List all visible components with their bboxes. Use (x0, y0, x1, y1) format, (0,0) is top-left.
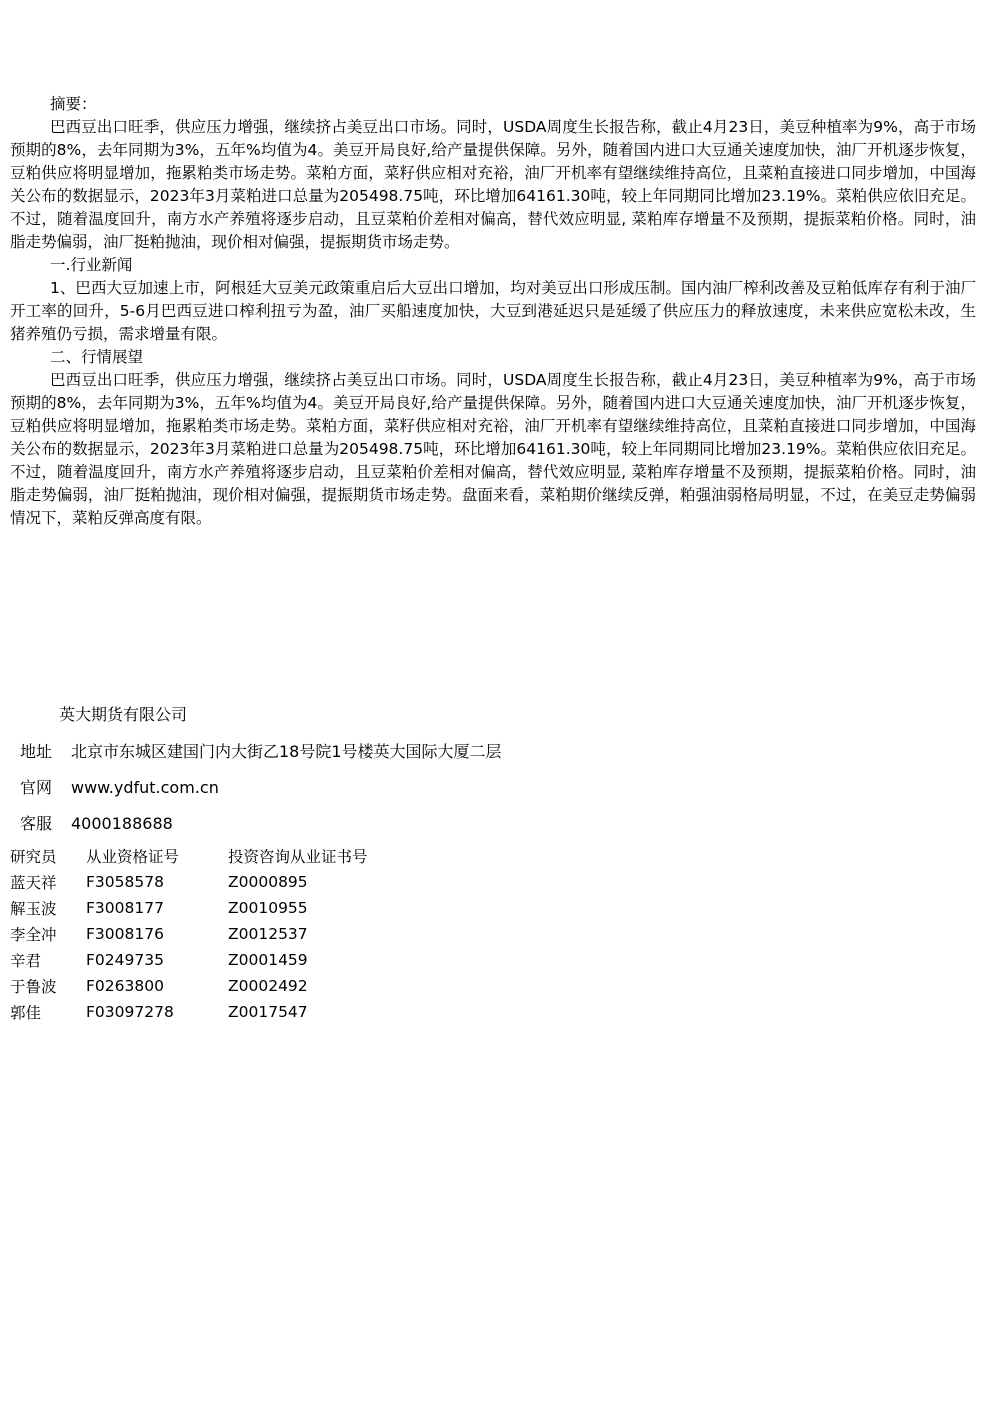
section-title-industry-news: 一.行业新闻 (50, 256, 133, 274)
address-row (20, 741, 502, 763)
qualification-number: F0249735 (86, 951, 164, 969)
website-value: www.ydfut.com.cn (71, 778, 219, 797)
header-researcher: 研究员 (10, 848, 57, 866)
table-row (10, 999, 368, 1025)
service-row (20, 813, 173, 835)
analyst-name: 郭佳 (10, 1004, 42, 1022)
analyst-name: 解玉波 (10, 900, 57, 918)
table-row (10, 895, 368, 921)
section-title-market-outlook: 二、行情展望 (50, 348, 144, 366)
consulting-certificate: Z0017547 (228, 1003, 308, 1021)
header-consulting-certificate: 投资咨询从业证书号 (228, 848, 368, 866)
qualification-number: F03097278 (86, 1003, 174, 1021)
table-row (10, 973, 368, 999)
company-name: 英大期货有限公司 (59, 705, 188, 724)
consulting-certificate: Z0002492 (228, 977, 308, 995)
summary-paragraph: 巴西豆出口旺季，供应压力增强，继续挤占美豆出口市场。同时，USDA周度生长报告称，截止4月23日，美豆种植率为9%，高于市场预期的8%，去年同期为3%，五年%均值为4。美豆开局良好,给产量提供保障。另外，随着国内进口大豆通关速度加快，油厂开机逐步恢复，豆粕供应将明显增加，拖累粕类市场走势。菜粕方面，菜籽供应相对充裕，油厂开机率有望继续维持高位，且菜粕直接进口同步增加，中国海关公布的数据显示，2023年3月菜粕进口总量为205498.75吨，环比增加64161.30吨，较上年同期同比增加23.19%。菜粕供应依旧充足。不过，随着温度回升，南方水产养殖将逐步启动，且豆菜粕价差相对偏高，替代效应明显, 菜粕库存增量不及预期，提振菜粕价格。同时，油脂走势偏弱，油厂挺粕抛油，现价相对偏强，提振期货市场走势。 (10, 118, 976, 251)
table-row (10, 869, 368, 895)
industry-news-paragraph: 1、巴西大豆加速上市，阿根廷大豆美元政策重启后大豆出口增加，均对美豆出口形成压制。国内油厂榨利改善及豆粕低库存有利于油厂开工率的回升，5-6月巴西豆进口榨利扭亏为盈，油厂买船速度加快，大豆到港延迟只是延缓了供应压力的释放速度，未来供应宽松未改，生猪养殖仍亏损，需求增量有限。 (10, 279, 976, 343)
qualification-number: F3058578 (86, 873, 164, 891)
qualification-number: F0263800 (86, 977, 164, 995)
table-row (10, 921, 368, 947)
summary-label: 摘要： (50, 95, 97, 113)
consulting-certificate: Z0010955 (228, 899, 308, 917)
market-outlook-paragraph: 巴西豆出口旺季，供应压力增强，继续挤占美豆出口市场。同时，USDA周度生长报告称，截止4月23日，美豆种植率为9%，高于市场预期的8%，去年同期为3%，五年%均值为4。美豆开局良好,给产量提供保障。另外，随着国内进口大豆通关速度加快，油厂开机逐步恢复，豆粕供应将明显增加，拖累粕类市场走势。菜粕方面，菜籽供应相对充裕，油厂开机率有望继续维持高位，且菜粕直接进口同步增加，中国海关公布的数据显示，2023年3月菜粕进口总量为205498.75吨，环比增加64161.30吨，较上年同期同比增加23.19%。菜粕供应依旧充足。不过，随着温度回升，南方水产养殖将逐步启动，且豆菜粕价差相对偏高，替代效应明显, 菜粕库存增量不及预期，提振菜粕价格。同时，油脂走势偏弱，油厂挺粕抛油，现价相对偏强，提振期货市场走势。盘面来看，菜粕期价继续反弹，粕强油弱格局明显，不过，在美豆走势偏弱情况下，菜粕反弹高度有限。 (10, 371, 976, 527)
analyst-table (10, 843, 368, 1025)
analyst-table-header (10, 843, 368, 869)
analyst-name: 李全冲 (10, 926, 57, 944)
analyst-name: 蓝天祥 (10, 874, 57, 892)
website-label: 官网 (20, 778, 53, 797)
consulting-certificate: Z0012537 (228, 925, 308, 943)
report-body (10, 93, 976, 530)
analyst-name: 于鲁波 (10, 978, 57, 996)
header-qualification-number: 从业资格证号 (86, 848, 180, 866)
consulting-certificate: Z0001459 (228, 951, 308, 969)
website-row (20, 777, 219, 799)
table-row (10, 947, 368, 973)
service-value: 4000188688 (71, 814, 173, 833)
address-label: 地址 (20, 742, 53, 761)
address-value: 北京市东城区建国门内大街乙18号院1号楼英大国际大厦二层 (71, 742, 502, 761)
qualification-number: F3008177 (86, 899, 164, 917)
analyst-name: 辛君 (10, 952, 42, 970)
qualification-number: F3008176 (86, 925, 164, 943)
service-label: 客服 (20, 814, 53, 833)
consulting-certificate: Z0000895 (228, 873, 308, 891)
